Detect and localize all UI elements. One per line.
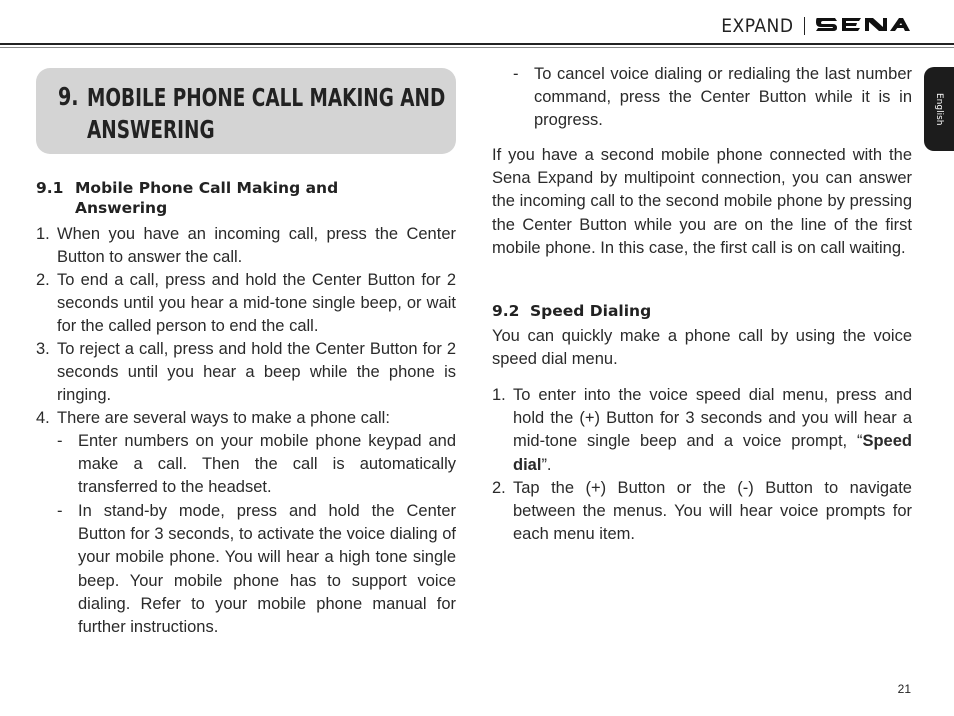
list-marker: 1. — [36, 225, 50, 243]
list-item-text: To end a call, press and hold the Center Button for 2 seconds until you hear a mid-tone single beep, or wait for the called person to end the call. — [57, 271, 456, 336]
list-item-text-end: ”. — [541, 455, 552, 474]
list-item-text: To enter into the voice speed dial menu, press and hold the (+) Button for 3 seconds and you will hear a mid-tone single beep and a voice prompt, “ — [513, 386, 912, 451]
sena-logo-mark — [815, 15, 911, 33]
chapter-title — [87, 82, 446, 146]
sena-logo — [815, 14, 911, 38]
chapter-number: 9. — [58, 82, 79, 111]
language-tab-label: English — [934, 92, 944, 126]
sub-list-item-text: To cancel voice dialing or redialing the last number command, press the Center Button while it is in progress. — [534, 65, 912, 130]
list-marker: 3. — [36, 340, 50, 358]
speed-dial-prompt: Speed dial — [513, 432, 912, 474]
list-marker: 2. — [36, 271, 50, 289]
list-item-text: Tap the (+) Button or the (-) Button to navigate between the menus. You will hear voice prompts for each menu item. — [513, 479, 912, 544]
list-item-text: There are several ways to make a phone call: — [57, 409, 390, 427]
page-number: 21 — [897, 682, 911, 696]
chapter-title-text: MOBILE PHONE CALL MAKING AND ANSWERING — [87, 83, 446, 144]
list-marker: 2. — [492, 479, 506, 497]
language-tab — [924, 67, 954, 151]
section-heading-9-2 — [492, 301, 912, 321]
list-item — [36, 223, 456, 269]
sub-list-marker: - — [57, 432, 63, 450]
list-marker: 1. — [492, 386, 506, 404]
product-name: EXPAND — [721, 15, 794, 37]
list-item — [492, 384, 912, 477]
sub-list-item-text: In stand-by mode, press and hold the Center Button for 3 seconds, to activate the voice dialing of your mobile phone. You will hear a high tone single beep. Your mobile phone has to support voice dialing. Refer to your mobile phone manual for further instructions. — [78, 502, 456, 637]
list-item — [36, 338, 456, 408]
list-item — [36, 269, 456, 339]
list-item-text: When you have an incoming call, press the Center Button to answer the call. — [57, 225, 456, 267]
header-separator — [804, 17, 806, 35]
speed-dial-intro: You can quickly make a phone call by using the voice speed dial menu. — [492, 327, 912, 369]
list-item-text: To reject a call, press and hold the Center Button for 2 seconds until you hear a beep while the phone is ringing. — [57, 340, 456, 405]
sub-list-item — [57, 500, 456, 639]
chapter-title-box — [36, 68, 456, 154]
sub-list-item — [513, 63, 912, 133]
sub-list-item-text: Enter numbers on your mobile phone keypad and make a call. Then the call is automatically transferred to the headset. — [78, 432, 456, 497]
header-rule-thin — [0, 47, 954, 48]
section-heading-9-1 — [36, 178, 436, 218]
section-number: 9.1 — [36, 179, 64, 197]
list-item — [36, 407, 456, 430]
multipoint-paragraph: If you have a second mobile phone connected with the Sena Expand by multipoint connection, you can answer the incoming call to the second mobile phone by pressing the Center Button while you are on the line of the first mobile phone. In this case, the first call is on call waiting. — [492, 146, 912, 257]
list-marker: 4. — [36, 409, 50, 427]
section-title: Speed Dialing — [530, 302, 652, 320]
header-brand — [721, 14, 911, 38]
sub-list-marker: - — [57, 502, 63, 520]
list-item — [492, 477, 912, 547]
section-number: 9.2 — [492, 302, 520, 320]
sub-list-item — [57, 430, 456, 500]
sub-list-marker: - — [513, 65, 519, 83]
section-title: Mobile Phone Call Making and Answering — [75, 179, 339, 217]
header-rule — [0, 43, 954, 45]
